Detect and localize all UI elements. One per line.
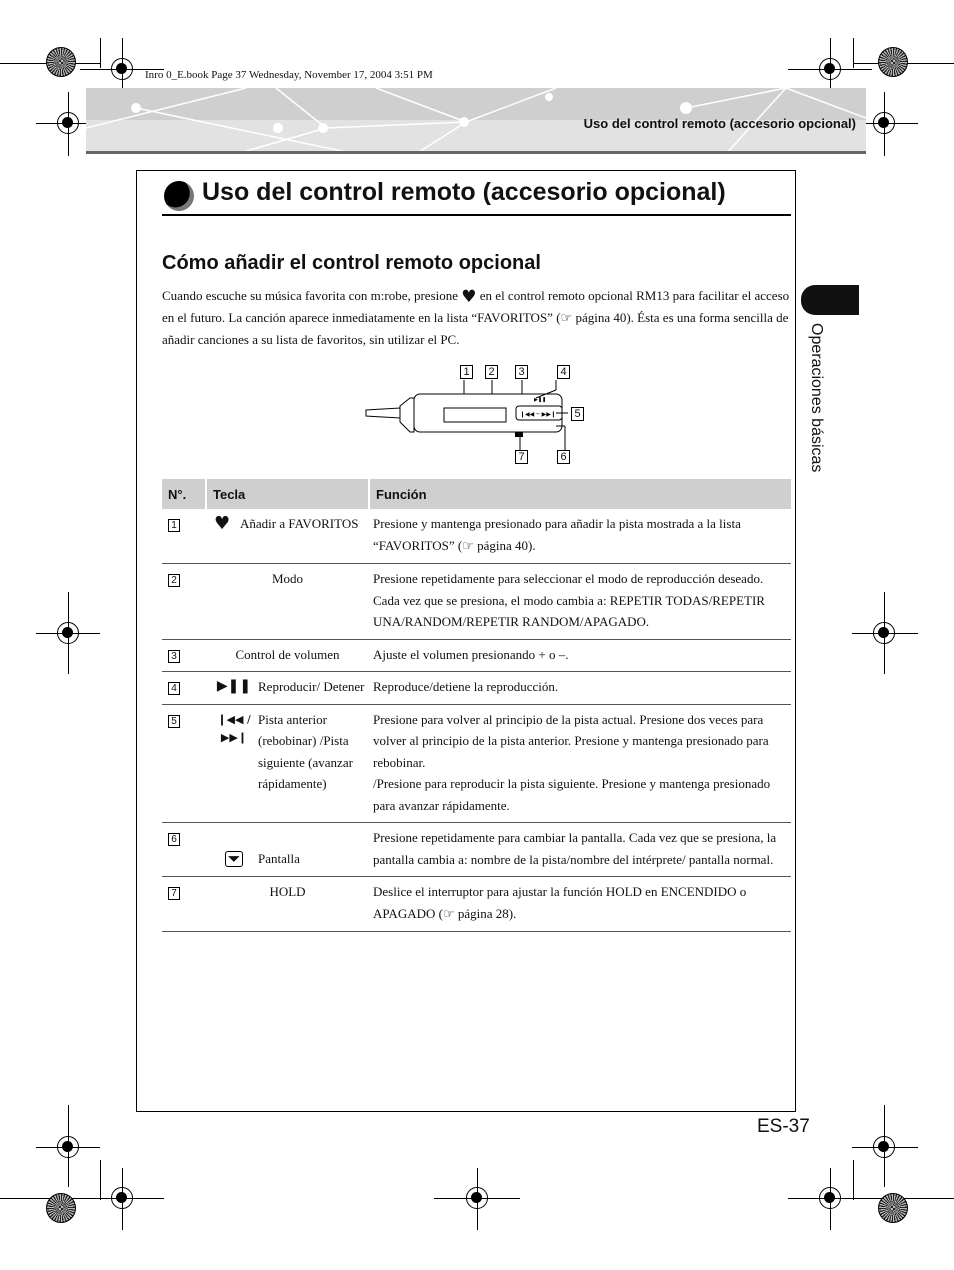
file-info: Inro 0_E.book Page 37 Wednesday, November 17, 2004 3:51 PM [145,69,433,81]
row-number: 5 [168,715,180,728]
key-label: Pantalla [258,851,300,866]
hand-pointing-icon: ☞ [442,906,455,922]
callout-2: 2 [485,365,498,379]
intro-part-1: Cuando escuche su música favorita con m:robe, presione [162,288,459,303]
title-bullet-icon [164,181,194,211]
row-number: 2 [168,574,180,587]
callout-3: 3 [515,365,528,379]
table-row [162,639,791,672]
remote-drawing [360,360,590,472]
function-text: Deslice el interruptor para ajustar la función HOLD en ENCENDIDO o APAGADO ( [373,884,747,921]
table-header-row [162,479,791,509]
heart-icon: ♥ [214,513,231,534]
key-label: HOLD [269,884,306,899]
function-text: Presione repetidamente para seleccionar el modo de reproducción deseado. Cada vez que se presiona, el modo cambia a: REPETIR TODAS/REPETIR UNA/RANDOM/REPETIR RANDOM/APAGADO. [373,571,765,629]
function-text: Reproduce/detiene la reproducción. [373,679,559,694]
key-label: Modo [271,571,304,586]
page-title: Uso del control remoto (accesorio opcional) [202,178,726,206]
table-row [162,877,791,932]
key-label: Pista anterior (rebobinar) /Pista siguiente (avanzar rápidamente) [258,711,353,791]
chapter-tab [801,285,859,315]
header-function: Función [369,479,791,509]
intro-paragraph [162,285,792,351]
function-text: Ajuste el volumen presionando + o –. [373,646,569,662]
function-text: Presione repetidamente para cambiar la pantalla. Cada vez que se presiona, la pantalla cambia a: nombre de la pista/nombre del intérprete/ pantalla normal. [373,830,777,867]
title-underline [162,214,791,216]
header-key: Tecla [206,479,369,509]
function-text-ref: página 28). [457,905,517,921]
skip-icons: ❙◀◀ / ▶▶❙ [217,712,251,744]
running-header-title: Uso del control remoto (accesorio opcional) [583,116,856,131]
intro-part-3: página 40). Ésta es una forma sencilla de añadir canciones a su lista de favoritos, sin utilizar el PC. [162,309,789,347]
table-row [162,509,791,564]
callout-1: 1 [460,365,473,379]
table-row [162,823,791,877]
header-number: N°. [162,479,206,509]
hand-pointing-icon: ☞ [462,538,474,554]
callout-6: 6 [557,450,570,464]
function-table [162,479,791,932]
row-number: 7 [168,887,180,900]
section-title: Cómo añadir el control remoto opcional [162,252,541,274]
function-text: Presione y mantenga presionado para añadir la pista mostrada a la lista “FAVORITOS” ( [373,516,741,553]
key-label: Reproducir/ Detener [258,679,365,694]
row-number: 6 [168,833,180,846]
header-band [86,88,866,154]
table-row [162,672,791,705]
callout-7: 7 [515,450,528,464]
function-text-2: /Presione para reproducir la pista siguiente. Presione y mantenga presionado para avanzar rápidamente. [373,776,771,813]
hand-pointing-icon: ☞ [560,310,573,326]
row-number: 3 [168,650,180,663]
svg-text:❙◀◀ ─ ▶▶❙: ❙◀◀ ─ ▶▶❙ [520,411,556,418]
table-row [162,704,791,823]
page-number: ES-37 [757,1116,810,1137]
callout-5: 5 [571,407,584,421]
function-text-ref: página 40). [477,537,536,553]
chapter-tab-label: Operaciones básicas [808,323,825,473]
function-text: Presione para volver al principio de la pista actual. Presione dos veces para volver al principio de la pista anterior. Presione y mantenga presionado para rebobinar. [373,711,769,770]
key-label: Control de volumen [235,646,340,662]
callout-4: 4 [557,365,570,379]
play-pause-icon: ▶❚❚ [216,678,252,694]
table-row [162,564,791,640]
svg-text:▶❚❚: ▶❚❚ [534,397,547,403]
down-triangle-box-icon: ⏷ [210,848,258,870]
intro-part-2: en el control remoto opcional RM13 para facilitar el acceso en el futuro. La canción aparece inmediatamente en la lista “FAVORITOS” ( [162,288,790,325]
row-number: 1 [168,519,180,532]
key-label: Añadir a FAVORITOS [240,516,359,531]
remote-control-diagram [360,360,590,472]
row-number: 4 [168,682,180,695]
heart-icon: ♥ [461,287,477,307]
